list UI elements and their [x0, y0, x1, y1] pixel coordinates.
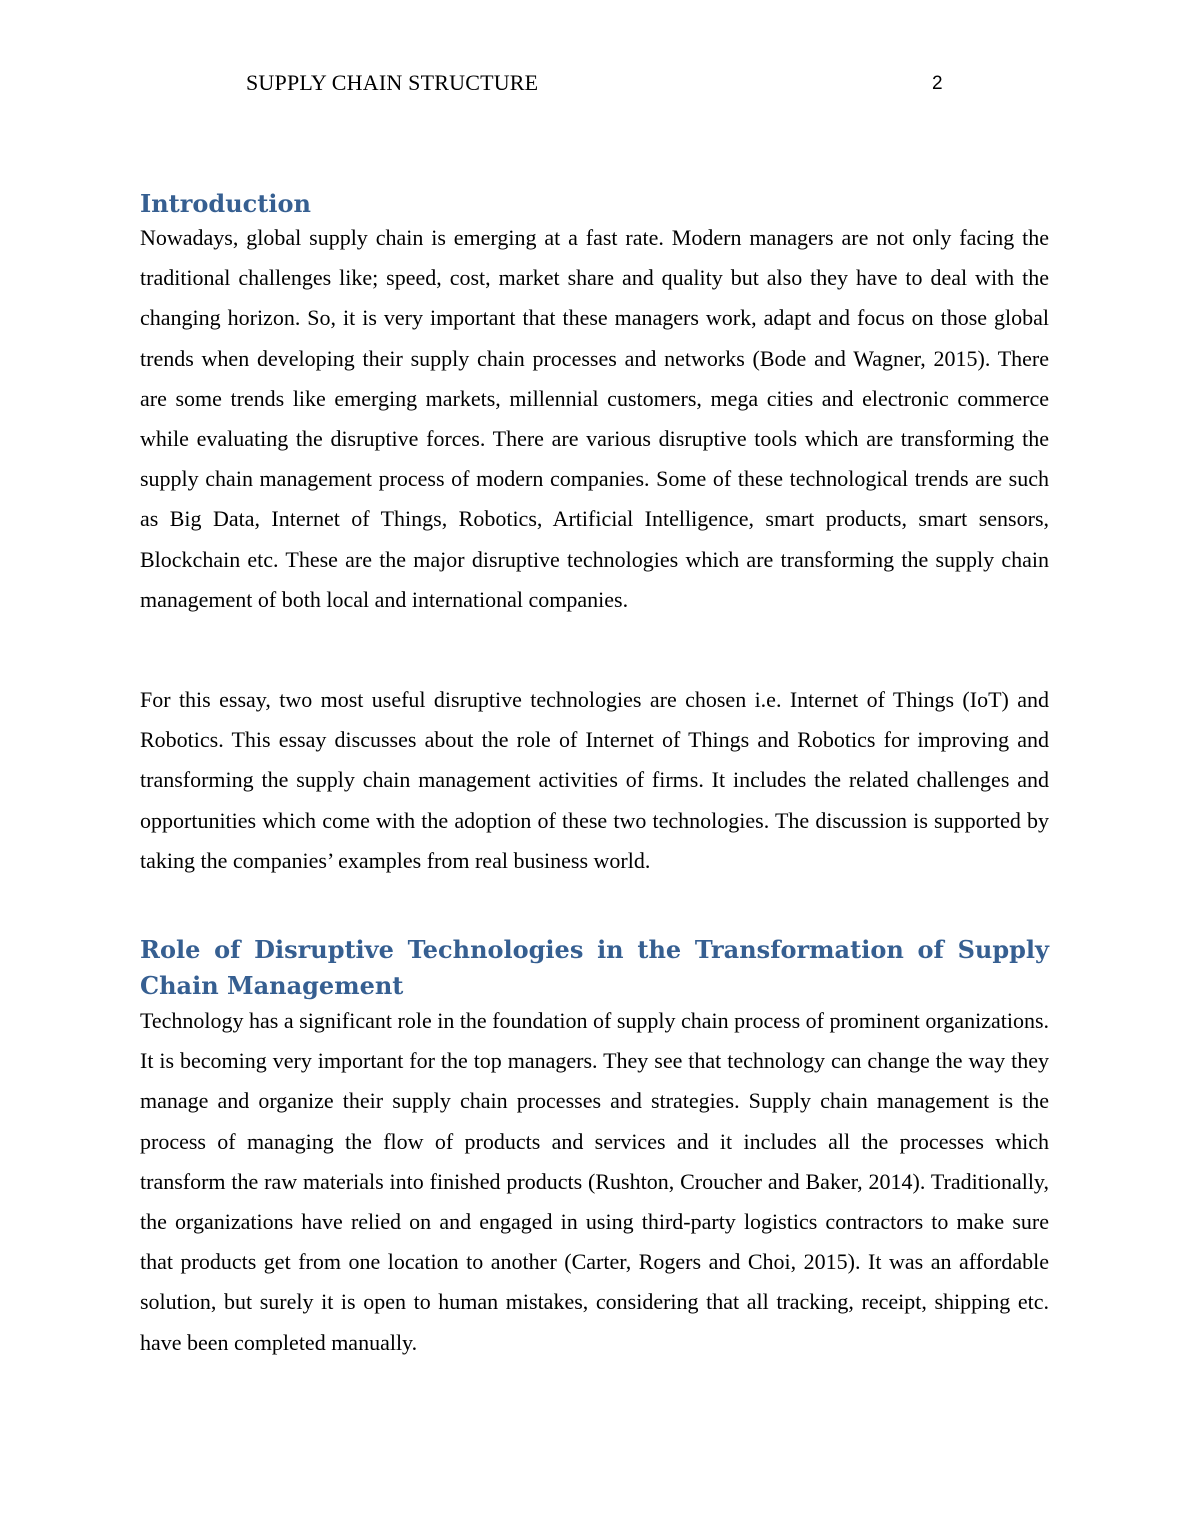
section-heading-role-of-disruptive-technologies: Role of Disruptive Technologies in the Transformation of Supply Chain Management — [140, 935, 1049, 1000]
role-section-paragraph-1: Technology has a significant role in the foundation of supply chain process of prominent organizations. It is becoming very important for the top managers. They see that technology can change the way they manage and organize their supply chain processes and strategies. Supply chain management is the process of managing the flow of products and services and it includes all the processes which transform the raw materials into finished products (Rushton, Croucher and Baker, 2014). Traditionally, the organizations have relied on and engaged in using third-party logistics contractors to make sure that products get from one location to another (Carter, Rogers and Choi, 2015). It was an affordable solution, but surely it is open to human mistakes, considering that all tracking, receipt, shipping etc. have been completed manually. — [140, 1008, 1050, 1355]
introduction-paragraph-1: Nowadays, global supply chain is emerging at a fast rate. Modern managers are not only facing the traditional challenges like; speed, cost, market share and quality but also they have to deal with the changing horizon. So, it is very important that these managers work, adapt and focus on those global trends when developing their supply chain processes and networks (Bode and Wagner, 2015). There are some trends like emerging markets, millennial customers, mega cities and electronic commerce while evaluating the disruptive forces. There are various disruptive tools which are transforming the supply chain management process of modern companies. Some of these technological trends are such as Big Data, Internet of Things, Robotics, Artificial Intelligence, smart products, smart sensors, Blockchain etc. These are the major disruptive technologies which are transforming the supply chain management of both local and international companies. — [140, 225, 1049, 612]
page-number: 2 — [932, 73, 943, 94]
section-heading-introduction: Introduction — [140, 189, 311, 218]
introduction-paragraph-2: For this essay, two most useful disruptive technologies are chosen i.e. Internet of Things (IoT) and Robotics. This essay discusses about the role of Internet of Things and Robotics for improving and transforming the supply chain management activities of firms. It includes the related challenges and opportunities which come with the adoption of these two technologies. The discussion is supported by taking the companies’ examples from real business world. — [140, 687, 1049, 873]
running-head-title: SUPPLY CHAIN STRUCTURE — [246, 70, 539, 95]
